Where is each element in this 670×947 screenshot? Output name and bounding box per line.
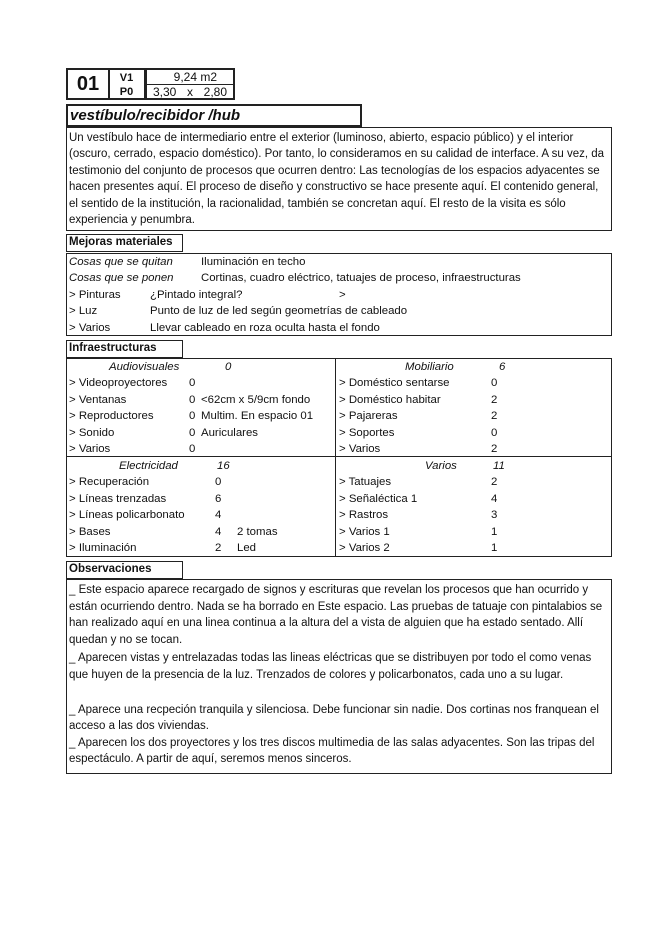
item-name: > Varios [339,443,381,455]
list-item [339,524,609,540]
section-label-infraestructuras: Infraestructuras [66,340,183,358]
mejoras-row [69,303,609,319]
item-name: > Sonido [69,426,115,439]
item-count: 0 [215,476,222,489]
item-name: > Pajareras [339,410,398,423]
infraestructuras-table [66,358,612,557]
item-count: 0 [491,426,498,439]
mejoras-value: Llevar cableado en roza oculta hasta el fondo [150,321,380,334]
item-count: 1 [491,525,498,538]
mejoras-value: Punto de luz de led según geometrías de cableado [150,305,408,318]
group-total: 0 [225,361,232,373]
mejoras-key: > Pinturas [69,288,121,301]
item-name: > Bases [69,525,111,538]
column-divider [335,359,336,556]
list-item [69,392,335,408]
item-count: 2 [215,542,222,554]
item-name: > Varios [69,443,111,455]
code-v1: V1 [119,72,134,84]
list-item [339,540,609,556]
mejoras-row [69,287,609,303]
item-count: 3 [491,509,498,522]
list-item [69,375,335,391]
item-count: 0 [189,393,196,406]
item-count: 0 [491,377,498,390]
code-p0: P0 [119,86,134,98]
item-name: > Varios 1 [339,525,390,538]
room-codes [109,68,146,100]
item-count: 1 [491,542,498,554]
item-count: 0 [189,410,196,423]
item-name: > Iluminación [69,542,137,554]
mejoras-value: ¿Pintado integral? [150,288,243,301]
item-count: 0 [189,377,196,390]
item-name: > Doméstico sentarse [339,377,450,390]
item-count: 4 [215,525,222,538]
mejoras-value: Iluminación en techo [201,256,306,268]
observation-paragraph: _ Aparecen vistas y entrelazadas todas las lineas eléctricas que se distribuyen por todo el como venas que huyen de la presencia de la luz. Trenzados de colores y policarbonatos, cada uno a su lugar. [69,652,592,681]
section-label-mejoras: Mejoras materiales [66,234,183,252]
list-item [339,425,609,441]
group-total: 6 [499,361,506,373]
item-name: > Videoproyectores [69,377,168,390]
mejoras-value: Cortinas, cuadro eléctrico, tatuajes de proceso, infraestructuras [201,272,521,285]
intro-text: Un vestíbulo hace de intermediario entre el exterior (luminoso, abierto, espacio público) y el interior (oscuro, cerrado, espacio doméstico). Por tanto, lo consideramos en su calidad de interface. A su vez, da testimonio del conjunto de procesos que ocurren dentro: Las tecnologías de los espacios adyacentes se hacen presentes aquí. El proceso de diseño y constructivo se hace presente aquí. El contenido general, el sentido de la institución, la racionalidad, también se concretan aquí. El resto de la visita es sólo experiencia y penumbra. [66,127,612,231]
list-item [69,524,335,540]
list-item [69,408,335,424]
item-note: Led [237,542,257,554]
observaciones-box [66,579,612,774]
item-count: 6 [215,492,222,505]
item-name: > Tatuajes [339,476,392,489]
group-title: Varios [425,460,457,472]
item-count: 4 [215,509,222,522]
list-item [69,540,335,556]
list-item [69,425,335,441]
mejoras-row [69,270,609,286]
list-item [339,474,609,490]
list-item [339,441,609,457]
width-value: 3,30 [153,85,177,99]
item-count: 2 [491,410,498,423]
item-count: 2 [491,393,498,406]
list-item [69,474,335,490]
item-count: 2 [491,443,498,455]
list-item [339,375,609,391]
group-header-varios [339,458,609,474]
item-count: 4 [491,492,498,505]
item-name: > Señaléctica 1 [339,492,418,505]
item-count: 0 [189,426,196,439]
group-total: 16 [217,460,230,472]
item-note: Auriculares [201,426,258,439]
times-sign: x [187,85,193,99]
spacer [69,686,609,702]
group-title: Audiovisuales [109,361,180,373]
item-note: <62cm x 5/9cm fondo [201,393,311,406]
list-item [339,491,609,507]
group-total: 11 [493,460,505,472]
mejoras-extra: > [339,288,346,301]
height-value: 2,80 [203,85,227,99]
mejoras-key: > Luz [69,305,98,318]
item-name: > Recuperación [69,476,150,489]
item-name: > Varios 2 [339,542,390,554]
item-name: > Soportes [339,426,395,439]
mejoras-key: > Varios [69,321,111,334]
observation-paragraph: _ Aparecen los dos proyectores y los tres discos multimedia de las salas adyacentes. Son las tripas del espectáculo. A partir de aquí, seremos menos sinceros. [69,736,595,766]
mejoras-row [69,254,609,270]
list-item [69,507,335,523]
dimensions-box [145,68,235,100]
item-note: 2 tomas [237,525,278,538]
item-name: > Rastros [339,509,389,522]
group-header-mobiliario [339,359,609,375]
room-number [66,68,110,100]
group-title: Electricidad [119,460,178,472]
mejoras-box [66,253,612,336]
list-item [339,408,609,424]
item-name: > Doméstico habitar [339,393,441,406]
group-header-audiovisuales [69,359,335,375]
area-value: 9,24 m2 [147,70,233,85]
room-number-text: 01 [76,72,100,95]
mejoras-key: Cosas que se ponen [69,272,174,285]
observation-paragraph: _ Aparece una recpeción tranquila y silenciosa. Debe funcionar sin nadie. Dos cortinas nos franquean el acceso a las dos viviendas. [69,703,599,733]
item-name: > Líneas trenzadas [69,492,167,505]
mejoras-row [69,320,609,336]
section-label-observaciones: Observaciones [66,561,183,579]
list-item [339,507,609,523]
observation-paragraph: _ Este espacio aparece recargado de signos y escrituras que revelan los procesos que han ocurrido y están ocurriendo dentro. Nada se ha borrado en Este espacio. Las pruebas de tatuaje con pintalabios se han realizado aquí en una linea continua a la altura del a vista de alguien que ha estado sentado. Allí quedan y no se tocan. [69,584,603,646]
dimensions-row [147,85,233,100]
list-item [69,491,335,507]
group-header-electricidad [69,458,335,474]
list-item [339,392,609,408]
item-count: 0 [189,443,196,455]
mejoras-key: Cosas que se quitan [69,256,173,268]
room-title: vestíbulo/recibidor /hub [66,104,362,127]
item-count: 2 [491,476,498,489]
group-title: Mobiliario [405,361,454,373]
item-name: > Reproductores [69,410,154,423]
item-name: > Líneas policarbonato [69,509,185,522]
item-name: > Ventanas [69,393,127,406]
item-note: Multim. En espacio 01 [201,410,314,423]
list-item [69,441,335,457]
